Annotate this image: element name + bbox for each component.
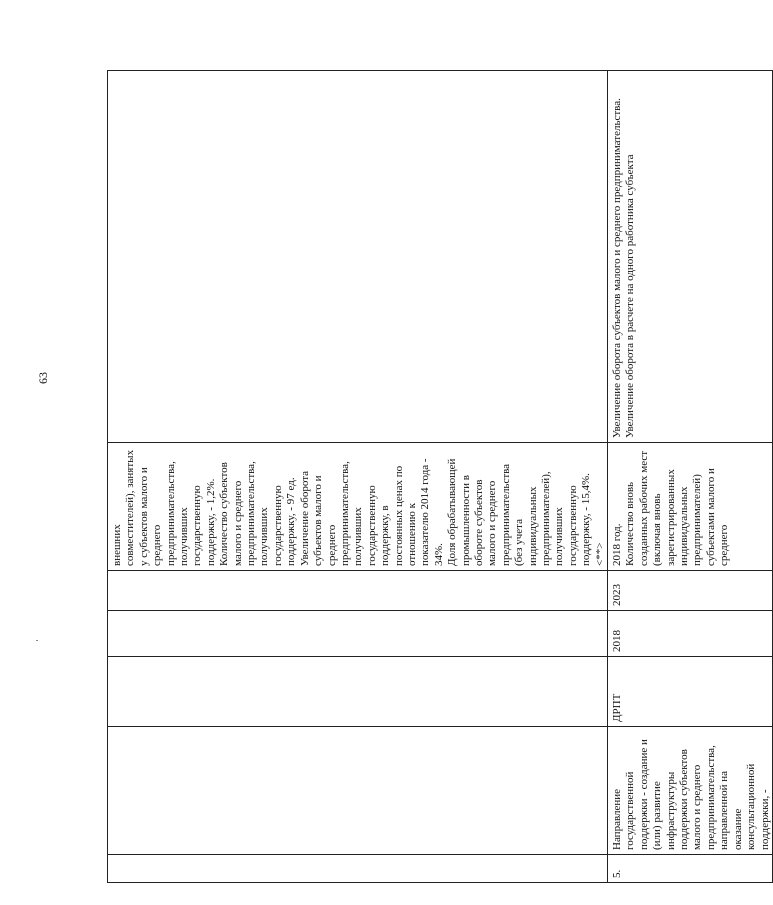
executor-text: ДРПТ <box>611 693 624 722</box>
cell-number <box>608 855 773 883</box>
row-number: 5. <box>611 869 624 878</box>
start-year-text: 2018 <box>611 630 624 652</box>
cell-indicators <box>608 443 773 571</box>
cell-end-year <box>608 571 773 611</box>
cell-indicators-continued <box>108 443 608 571</box>
cell-start-year <box>608 611 773 657</box>
table-row-continued <box>108 71 608 883</box>
program-table <box>107 70 773 883</box>
measure-name-text: Направление государственной поддержки - создание и (или) развитие инфраструктуры поддержки субъектов малого и среднего предпринимательства, направленной на оказание консультационной поддержки, - <box>611 736 771 850</box>
indicators-continued-text: внешних совместителей), занятых у субъектов малого и среднего предпринимательства, получивших государственную поддержку, - 1,2%. Количество субъектов малого и среднего предпринимательства, получивших государственную поддержку, - 97 ед. Увеличение оборота субъектов малого и среднего предпринимательства, получивших государственную поддержку, в постоянных ценах по отношению к показателю 2014 года - 34%. Доля обрабатывающей промышленности в обороте субъектов малого и среднего предпринимательства (без учета индивидуальных предпринимателей), получивших государственную поддержку, - 15,4%. <**> <box>111 449 606 566</box>
cell-number-empty <box>108 855 608 883</box>
result-text: Увеличение оборота субъектов малого и среднего предпринимательства. Увеличение оборота в расчете на одного работника субъекта <box>611 98 637 438</box>
page-number: 63 <box>36 372 50 384</box>
cell-result-empty <box>108 71 608 443</box>
cell-end-year-empty <box>108 571 608 611</box>
rotated-table-wrapper <box>107 71 771 883</box>
cell-executor-empty <box>108 657 608 727</box>
indicators-text: 2018 год. Количество вновь созданных рабочих мест (включая вновь зарегистрированных индивидуальных предпринимателей) субъектами малого и среднего <box>611 450 731 566</box>
cell-name <box>608 727 773 855</box>
scan-speck <box>36 640 38 641</box>
cell-executor <box>608 657 773 727</box>
cell-result <box>608 71 773 443</box>
cell-name-empty <box>108 727 608 855</box>
table-row-5 <box>608 71 773 883</box>
end-year-text: 2023 <box>611 584 624 606</box>
cell-start-year-empty <box>108 611 608 657</box>
